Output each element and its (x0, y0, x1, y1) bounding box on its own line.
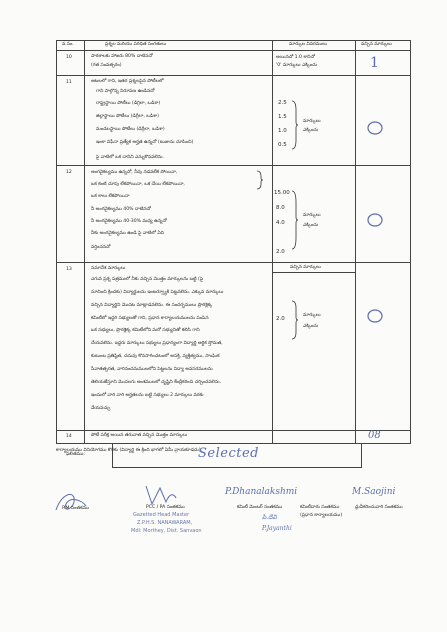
header-col-no: వ.సం. (62, 42, 74, 47)
row-12-line: ఒక కంటి చూపు లేకపోయినా, ఒక చేయి లేకపోయినా, (91, 182, 185, 187)
row-13-mark-value: 2.0 (276, 316, 285, 322)
row-13-line: చేయవలెను. ఇద్దరు మార్కులు సభ్యులు ప్రధాన్యంగా విద్యార్థి ఆర్థిక స్తోమత, (91, 341, 223, 346)
row-12-marks-label: మార్కులు (303, 213, 321, 218)
row-13-title: సమావేశ మార్కులు (91, 266, 126, 271)
row-11-line: గాని పాల్గొన్న నిరూపణ ఉండినచో (96, 89, 155, 94)
row-12-mark-value: 4.0 (276, 220, 285, 226)
row-13-line: సేవాతత్పరత, వారినందమములలోని పెట్టలను విద్యా అవసరములను (91, 367, 213, 372)
row-12-line: నీకు అంగవైకల్యము ఉండి పై వాటిలో ఏది (91, 231, 164, 236)
row-13-awarded-zero (366, 308, 384, 324)
committee-signature-2: M.Saojini (352, 487, 396, 497)
row-12-line: వర్తించనచో (91, 245, 111, 250)
row-11-line: ఇంకా విఫేనా ప్రత్యేక అర్హత ఉన్నచో (టుజుచు చూపించి) (96, 140, 194, 145)
row-11-line: ఆటలలో గాని, ఇతర ప్రశ్నలపైన పోటీలలో (91, 79, 164, 84)
row-13-line: ఒక సభ్యులు, ప్రొఠశ్లిక్క కమిటీలోని మరో సభ్యునితో కలిసి గాని (91, 328, 200, 333)
row-14-number: 14 (66, 434, 72, 439)
pm-signature-scribble (52, 488, 90, 518)
row-11-marks-label: మార్కులు (303, 119, 321, 124)
row-10-marks: '0' మార్కులు ఎక్కించు (276, 63, 318, 68)
committee-signature-3: పి.దేవి (262, 514, 277, 521)
row-13-line: ఇందులో వారి వారి అర్హతలను బట్టి సభ్యులు 2 మార్కులు వరకు (91, 393, 204, 398)
header-col-question: ప్రశ్నల మరియు పరిధిత సంగతులు (105, 42, 167, 47)
row-13-marks-head: వచ్చిన మార్కులు (290, 265, 321, 270)
row-10-line: (గత సంవత్సరం) (91, 63, 122, 68)
row-12-line: నీ అంగవైకల్యము 40-30% మధ్య ఉన్నచో (91, 219, 167, 224)
row-12-mark-value: 2.0 (276, 249, 285, 255)
result-label: ఫలితము: (66, 452, 86, 457)
row-11-line: రాష్ట్రస్థాయి పోటీలు (డిగ్రిలా, ఒడిశా) (96, 101, 161, 106)
row-13-line: ఎగువ ప్రశ్న పత్రములో నీకు వచ్చిన మొత్తం మార్కులను బట్టి (పై (91, 277, 204, 282)
row-11-mark-value: 1.5 (278, 114, 287, 120)
row-11-line: జిల్లాస్థాయి పోటీలు (డిగ్రీలా, ఒడిశా) (96, 114, 159, 119)
row-11-awarded-zero (366, 120, 384, 136)
row-13-line: వేయవచ్చు (91, 406, 111, 411)
row-13-line: తెలియజేస్తూని మొదలగు అంశములలో దృష్టిని కేంద్రీకరించి చర్చించవలెను. (91, 380, 222, 385)
row-10-line: పాఠశాలకు హాజరు 80% దాటినచో (91, 54, 153, 59)
row-11-mark-value: 2.5 (278, 100, 287, 106)
row-10-marks: అయినచో 1.0 కానిచో (276, 55, 315, 60)
stamp-line-1: PCC / PA సంతకము (146, 505, 185, 510)
row-12-number: 12 (66, 170, 72, 175)
row-12-line: అంగవైకల్యము ఉన్నచో, నీవు నడవలేక పోయినా, (91, 170, 178, 175)
row-13-line: కమిటీలో ఇద్దరి సభ్యులతో గాని, ప్రధాన కార్యాలయములను పంపిన (91, 316, 209, 321)
header-col-marks: మార్కుల వివరములు (289, 42, 327, 47)
footer-label-attester: ధ్రువీకరించువారి సంతకము (355, 505, 403, 510)
row-13-brace-icon (291, 300, 299, 340)
row-14-total-marks: 08 (368, 430, 381, 441)
row-12-mark-value: 8.0 (276, 205, 285, 211)
row-11-mark-value: 1.0 (278, 128, 287, 134)
office-use-note: కార్యాలయము వినియోగము కొరకు (విద్యార్థి ఈ క్రింది భాగలో ఏమీ వ్రాయకూడదు). (56, 448, 203, 453)
row-10-awarded: 1 (370, 55, 379, 71)
result-value: Selected (198, 446, 259, 461)
row-12-brace-icon (291, 190, 299, 250)
row-11-line: మండలస్థాయి పోటీలు (డిగ్రీలా, ఒడిశా) (96, 127, 165, 132)
row-14-line: పోటీ పరీక్ష అయిన తరువాత వచ్చిన మొత్తం మార్కులు (91, 433, 188, 438)
header-col-awarded: వచ్చిన మార్కులు (361, 42, 392, 47)
footer-label-member: కమిటీ మెంబర్ సంతకము (237, 505, 283, 510)
row-13-marks-label: ఎక్కించు (303, 324, 319, 329)
row-10-number: 10 (66, 55, 72, 60)
row-13-line: కుటుంబ ప్రతిష్ఠిత, చదువు కొనసాగించటంలో ఆసక్తి, వ్యక్తిత్వము, సాంఘిక (91, 354, 220, 359)
row-12-marks-label: ఎక్కించు (303, 223, 319, 228)
row-13-line: వచ్చిన విద్యార్థిని మొదట మాట్లాడవలెను. ఈ సందర్భములు ప్రొఠశ్లిక్క (91, 303, 213, 308)
committee-signature-1: P.Dhanalakshmi (225, 487, 298, 497)
row-12-mark-value: 15.00 (274, 190, 290, 196)
row-12-line: ఒక కాలు లేకపోయినా (91, 194, 130, 199)
row-12-line: నీ అంగవైకల్యము 40% దాటినచో (91, 207, 151, 212)
row-12-brace-icon (256, 170, 264, 190)
stamp-line-4: Mdl: Morthey, Dist. Sanvaon (131, 528, 202, 534)
row-12-awarded-zero (366, 212, 384, 228)
footer-sub-note: (ప్రధాన కార్యాలయము) (300, 513, 343, 518)
row-11-marks-label: ఎక్కించు (303, 128, 319, 133)
row-11-number: 11 (66, 80, 72, 85)
row-11-brace-icon (291, 100, 299, 150)
row-13-number: 13 (66, 267, 72, 272)
row-11-line: పై వాటిలో ఒక దానిని ఎన్నుకొనవలెను. (96, 155, 164, 160)
committee-signature-4: P.Jayanthi (262, 525, 292, 532)
row-13-line: సూచించి క్రిందకు) విద్యార్థులను ఇంటర్వ్యూకి పెట్టవలెను. ఎక్కువ మార్కులు (91, 290, 224, 295)
stamp-line-2: Gazetted Head Master (133, 512, 190, 518)
row-11-mark-value: 0.5 (278, 142, 287, 148)
stamp-line-3: Z.P.H.S. NANAWARAM, (137, 520, 193, 526)
footer-label-pm: P.M సంతకము (62, 506, 89, 511)
row-13-marks-label: మార్కులు (303, 313, 321, 318)
footer-label-committee: కమిటీదారు సంతకము (300, 505, 340, 510)
